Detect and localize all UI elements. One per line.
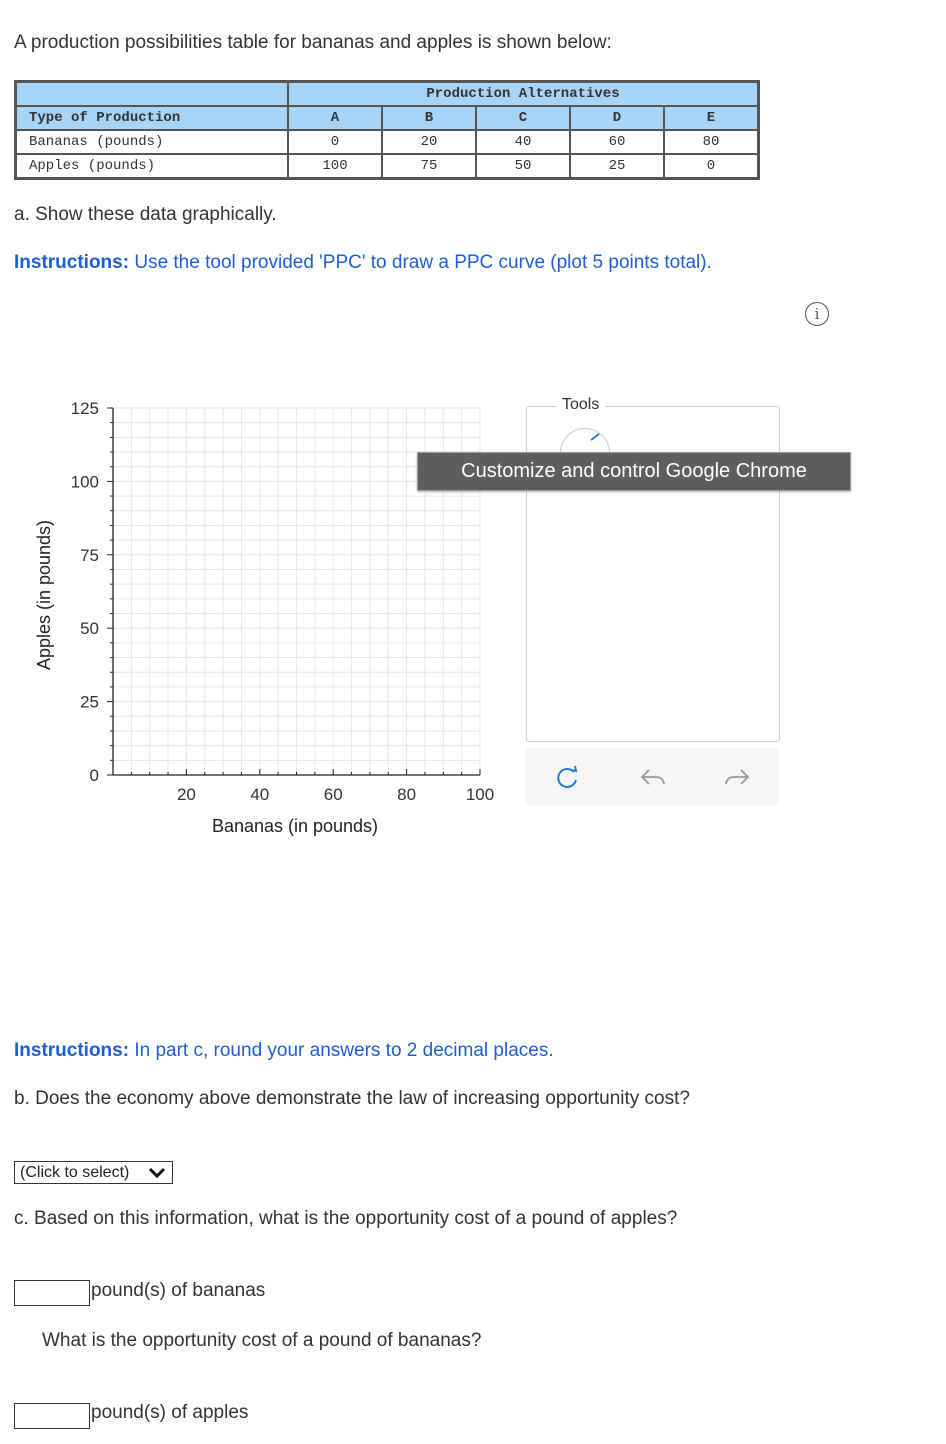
instructions-label: Instructions: bbox=[14, 252, 130, 273]
intro-text: A production possibilities table for bananas and apples is shown below: bbox=[14, 32, 612, 53]
select-value: (Click to select) bbox=[20, 1164, 130, 1181]
apples-opportunity-cost-input[interactable] bbox=[14, 1280, 90, 1306]
table-cell: 60 bbox=[570, 130, 664, 154]
x-tick-labels bbox=[177, 785, 494, 804]
row-label-apples: Apples (pounds) bbox=[16, 154, 288, 178]
chrome-tooltip: Customize and control Google Chrome bbox=[417, 452, 851, 491]
x-tick-label: 40 bbox=[250, 785, 270, 804]
tools-label: Tools bbox=[556, 396, 605, 414]
y-tick-label: 100 bbox=[70, 472, 99, 492]
tools-action-bar bbox=[526, 748, 779, 805]
info-circle-icon[interactable]: i bbox=[805, 302, 829, 326]
table-cell: 20 bbox=[382, 130, 476, 154]
part-c-question: c. Based on this information, what is the opportunity cost of a pound of apples? bbox=[14, 1208, 678, 1229]
answer2-unit: pound(s) of apples bbox=[91, 1402, 249, 1423]
table-super-header: Production Alternatives bbox=[288, 82, 758, 106]
table-alt-header: C bbox=[476, 106, 570, 130]
y-tick-label: 75 bbox=[80, 545, 99, 565]
chevron-down-icon bbox=[148, 1164, 166, 1180]
part-c-question-2: What is the opportunity cost of a pound of bananas? bbox=[42, 1330, 482, 1351]
table-cell: 50 bbox=[476, 154, 570, 178]
table-cell: 40 bbox=[476, 130, 570, 154]
table-alt-header: D bbox=[570, 106, 664, 130]
table-corner bbox=[16, 82, 288, 106]
table-alt-header: A bbox=[288, 106, 382, 130]
y-tick-label: 25 bbox=[80, 692, 99, 712]
reset-icon[interactable] bbox=[552, 762, 582, 792]
part-c-instructions bbox=[14, 1040, 554, 1062]
table-row bbox=[16, 130, 758, 154]
instructions-text: In part c, round your answers to 2 decimal places. bbox=[129, 1040, 554, 1061]
y-tick-label: 125 bbox=[70, 399, 99, 418]
increasing-cost-select[interactable] bbox=[14, 1161, 173, 1184]
table-type-header: Type of Production bbox=[16, 106, 288, 130]
y-tick-labels bbox=[71, 399, 99, 785]
ppc-graph[interactable] bbox=[0, 380, 520, 840]
part-a-instructions bbox=[14, 252, 712, 274]
row-label-bananas: Bananas (pounds) bbox=[16, 130, 288, 154]
part-b-question: b. Does the economy above demonstrate the law of increasing opportunity cost? bbox=[14, 1088, 690, 1109]
table-cell: 75 bbox=[382, 154, 476, 178]
x-tick-label: 80 bbox=[397, 785, 417, 804]
x-axis-label: Bananas (in pounds) bbox=[211, 816, 379, 836]
table-alt-header: E bbox=[664, 106, 758, 130]
undo-icon[interactable] bbox=[638, 762, 668, 792]
table-cell: 25 bbox=[570, 154, 664, 178]
bananas-opportunity-cost-input[interactable] bbox=[14, 1403, 90, 1429]
table-cell: 0 bbox=[288, 130, 382, 154]
instructions-label: Instructions: bbox=[14, 1040, 130, 1061]
table-alt-header: B bbox=[382, 106, 476, 130]
part-a-question: a. Show these data graphically. bbox=[14, 204, 277, 225]
answer1-unit: pound(s) of bananas bbox=[91, 1280, 266, 1301]
y-tick-label: 0 bbox=[89, 766, 99, 785]
table-cell: 80 bbox=[664, 130, 758, 154]
x-tick-label: 20 bbox=[176, 785, 196, 804]
table-cell: 100 bbox=[288, 154, 382, 178]
table-row bbox=[16, 154, 758, 178]
production-table bbox=[14, 80, 760, 180]
x-tick-label: 100 bbox=[465, 785, 495, 804]
y-tick-label: 50 bbox=[80, 619, 99, 639]
instructions-text: Use the tool provided 'PPC' to draw a PPC curve (plot 5 points total). bbox=[129, 252, 712, 273]
redo-icon[interactable] bbox=[722, 762, 752, 792]
y-axis-label: Apples (in pounds) bbox=[34, 519, 54, 671]
x-tick-label: 60 bbox=[323, 785, 343, 804]
table-cell: 0 bbox=[664, 154, 758, 178]
